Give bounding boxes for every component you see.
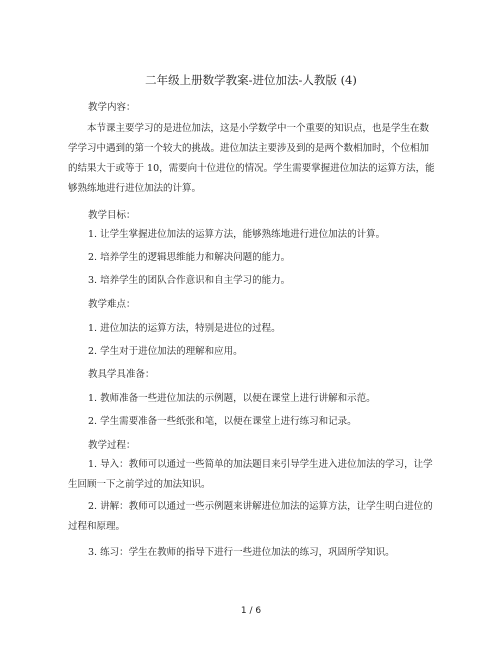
heading-materials: 教具学具准备： [88,369,155,380]
page-title: 二年级上册数学教案-进位加法-人教版 (4) [145,73,357,87]
process-item-2 [68,497,440,537]
content-paragraph-text: 本节课主要学习的是进位加法，这是小学数学中一个重要的知识点，也是学生在数学学习中遇到的第一个较大的挑战。进位加法主要涉及到的是两个数相加时，个位相加的结果大于或等于 10，需要向十位进位的情况。学生需要掌握进位加法的运算方法，能够熟练地进行进位加法的计算。 [68,123,435,194]
material-item-2: 2. 学生需要准备一些纸张和笔，以便在课堂上进行练习和记录。 [88,416,357,427]
heading-difficulty: 教学难点： [88,299,136,310]
difficulty-item-2: 2. 学生对于进位加法的理解和应用。 [88,346,243,357]
heading-goals: 教学目标： [88,210,136,221]
heading-content: 教学内容： [88,102,136,113]
process-item-1-text: 1. 导入：教师可以通过一些简单的加法题目来引导学生进入进位加法的学习，让学生回顾一下之前学过的加法知识。 [68,459,433,490]
process-item-2-text: 2. 讲解：教师可以通过一些示例题来讲解进位加法的运算方法，让学生明白进位的过程和原理。 [68,501,433,532]
material-item-1: 1. 教师准备一些进位加法的示例题，以便在课堂上进行讲解和示范。 [88,393,376,404]
process-item-1 [68,455,440,495]
heading-process: 教学过程： [88,440,136,451]
difficulty-item-1: 1. 进位加法的运算方法，特别是进位的过程。 [88,323,281,334]
page-number: 1 / 6 [240,606,262,616]
goal-item-2: 2. 培养学生的逻辑思维能力和解决问题的能力。 [88,252,291,263]
content-paragraph [68,119,438,199]
process-item-3: 3. 练习：学生在教师的指导下进行一些进位加法的练习，巩固所学知识。 [88,547,395,558]
goal-item-3: 3. 培养学生的团队合作意识和自主学习的能力。 [88,275,291,286]
goal-item-1: 1. 让学生掌握进位加法的运算方法，能够熟练地进行进位加法的计算。 [88,229,386,240]
